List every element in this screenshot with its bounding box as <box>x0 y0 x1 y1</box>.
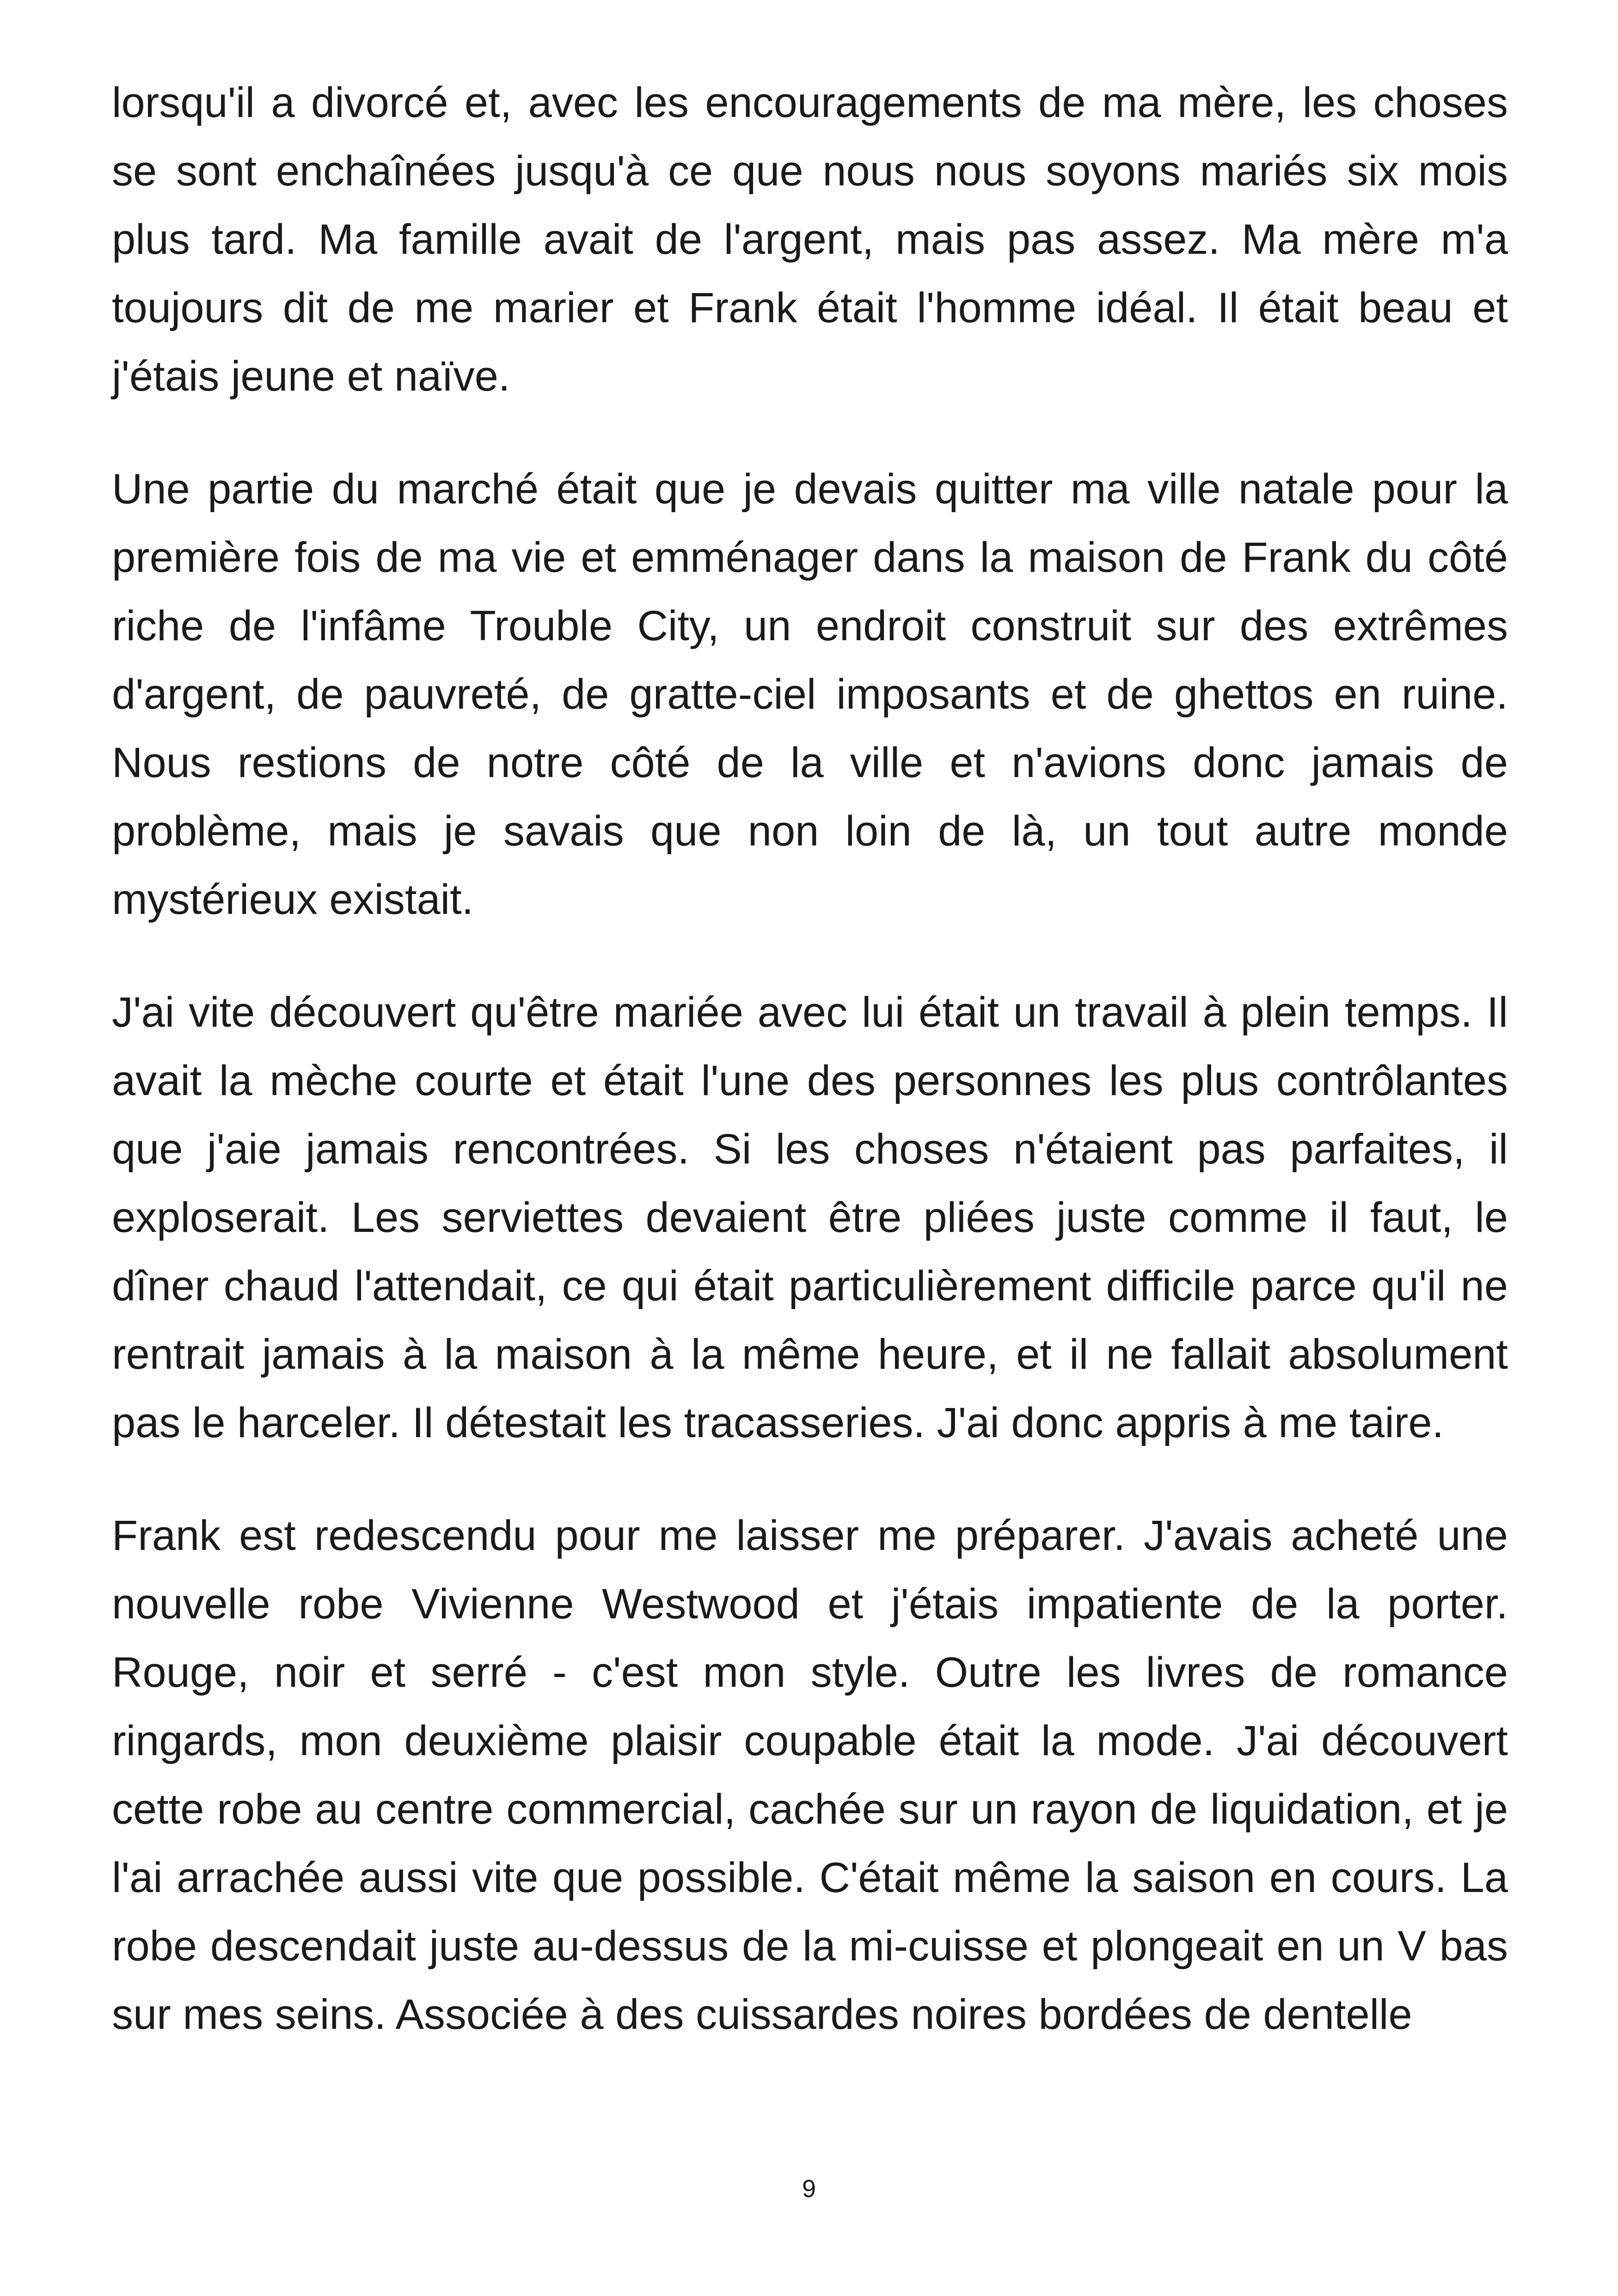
paragraph-1: lorsqu'il a divorcé et, avec les encouragements de ma mère, les choses se sont enchaînées jusqu'à ce que nous nous soyons mariés six mois plus tard. Ma famille avait de l'argent, mais pas assez. Ma mère m'a toujours dit de me marier et Frank était l'homme idéal. Il était beau et j'étais jeune et naïve. <box>112 79 1508 400</box>
paragraph-3: J'ai vite découvert qu'être mariée avec lui était un travail à plein temps. Il avait la mèche courte et était l'une des personnes les plus contrôlantes que j'aie jamais rencontrées. Si les choses n'étaient pas parfaites, il exploserait. Les serviettes devaient être pliées juste comme il faut, le dîner chaud l'attendait, ce qui était particulièrement difficile parce qu'il ne rentrait jamais à la maison à la même heure, et il ne fallait absolument pas le harceler. Il détestait les tracasseries. J'ai donc appris à me taire. <box>112 989 1508 1446</box>
page-number: 9 <box>802 2175 816 2203</box>
paragraph-4: Frank est redescendu pour me laisser me préparer. J'avais acheté une nouvelle robe Vivienne Westwood et j'étais impatiente de la porter. Rouge, noir et serré - c'est mon style. Outre les livres de romance ringards, mon deuxième plaisir coupable était la mode. J'ai découvert cette robe au centre commercial, cachée sur un rayon de liquidation, et je l'ai arrachée aussi vite que possible. C'était même la saison en cours. La robe descendait juste au-dessus de la mi-cuisse et plongeait en un V bas sur mes seins. Associée à des cuissardes noires bordées de dentelle <box>112 1512 1508 2038</box>
page-body <box>112 68 1508 2049</box>
paragraph-2: Une partie du marché était que je devais quitter ma ville natale pour la première fois de ma vie et emménager dans la maison de Frank du côté riche de l'infâme Trouble City, un endroit construit sur des extrêmes d'argent, de pauvreté, de gratte-ciel imposants et de ghettos en ruine. Nous restions de notre côté de la ville et n'avions donc jamais de problème, mais je savais que non loin de là, un tout autre monde mystérieux existait. <box>112 465 1508 923</box>
